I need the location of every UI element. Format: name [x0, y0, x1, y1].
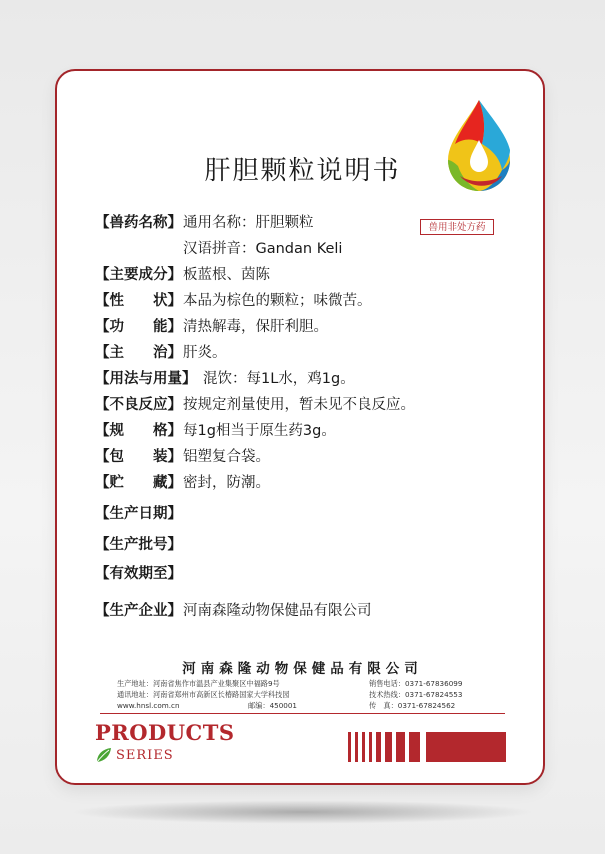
series-wordmark: SERIES [116, 748, 174, 763]
field-value: 本品为棕色的颗粒；味微苦。 [183, 293, 372, 309]
field-value: 混饮：每1L水，鸡1g。 [203, 371, 355, 387]
field-value: 清热解毒，保肝利胆。 [183, 319, 328, 335]
field-value: 河南森隆动物保健品有限公司 [183, 603, 372, 619]
field-adverse [95, 393, 415, 414]
field-label: 【兽药名称】 [95, 215, 182, 231]
stripe [369, 732, 372, 762]
stripe [348, 732, 351, 762]
tech-phone: 技术热线：0371-67824553 [369, 690, 463, 699]
field-batch [95, 533, 183, 554]
field-value: 每1g相当于原生药3g。 [183, 423, 336, 439]
field-label: 【主要成分】 [95, 267, 182, 283]
field-label: 【包 装】 [95, 449, 182, 465]
stripe [355, 732, 358, 762]
field-appearance [95, 289, 372, 310]
otc-badge: 兽用非处方药 [420, 219, 494, 235]
website-link[interactable]: www.hnsl.com.cn [117, 701, 180, 710]
field-value: 板蓝根、茵陈 [183, 267, 270, 283]
card-shadow [70, 800, 535, 824]
field-value: 肝炎。 [183, 345, 227, 361]
sales-phone: 销售电话：0371-67836099 [369, 679, 463, 688]
field-manufacturer [95, 599, 372, 620]
field-value: 按规定剂量使用，暂未见不良反应。 [183, 397, 415, 413]
field-label: 【用法与用量】 [95, 371, 197, 387]
field-value: 汉语拼音：Gandan Keli [183, 241, 343, 257]
products-wordmark: PRODUCTS [95, 720, 235, 745]
field-ingredients [95, 263, 270, 284]
field-prod-date [95, 502, 183, 523]
field-label: 【不良反应】 [95, 397, 182, 413]
postcode: 邮编：450001 [248, 701, 298, 710]
field-function [95, 315, 328, 336]
field-value: 通用名称：肝胆颗粒 [183, 215, 314, 231]
contact-address: 通讯地址：河南省郑州市高新区长椿路国家大学科技园 [117, 690, 290, 699]
field-label: 【功 能】 [95, 319, 182, 335]
stripe [376, 732, 381, 762]
footer-company-name: 河南森隆动物保健品有限公司 [182, 661, 423, 677]
field-label: 【生产批号】 [95, 537, 182, 553]
field-label: 【生产企业】 [95, 603, 182, 619]
field-dosage [95, 367, 355, 388]
production-address: 生产地址：河南省焦作市温县产业集聚区中福路9号 [117, 679, 280, 688]
stripe [396, 732, 405, 762]
field-indication [95, 341, 227, 362]
field-storage [95, 471, 270, 492]
field-expiry [95, 562, 183, 583]
field-value: 密封，防潮。 [183, 475, 270, 491]
field-spec [95, 419, 336, 440]
leaf-icon [94, 745, 114, 765]
field-label: 【生产日期】 [95, 506, 182, 522]
page-title: 肝胆颗粒说明书 [204, 156, 401, 186]
solid-block [426, 732, 506, 762]
field-label: 【性 状】 [95, 293, 182, 309]
field-label: 【主 治】 [95, 345, 182, 361]
fax-number: 传 真：0371-67824562 [369, 701, 456, 710]
footer-divider [100, 713, 505, 714]
stripe [385, 732, 392, 762]
field-pinyin [95, 237, 342, 258]
field-package [95, 445, 270, 466]
field-label: 【有效期至】 [95, 566, 182, 582]
stripe [409, 732, 420, 762]
field-label: 【贮 藏】 [95, 475, 182, 491]
stripe [362, 732, 365, 762]
field-value: 铝塑复合袋。 [183, 449, 270, 465]
field-label: 【规 格】 [95, 423, 182, 439]
field-vet-name [95, 211, 314, 232]
